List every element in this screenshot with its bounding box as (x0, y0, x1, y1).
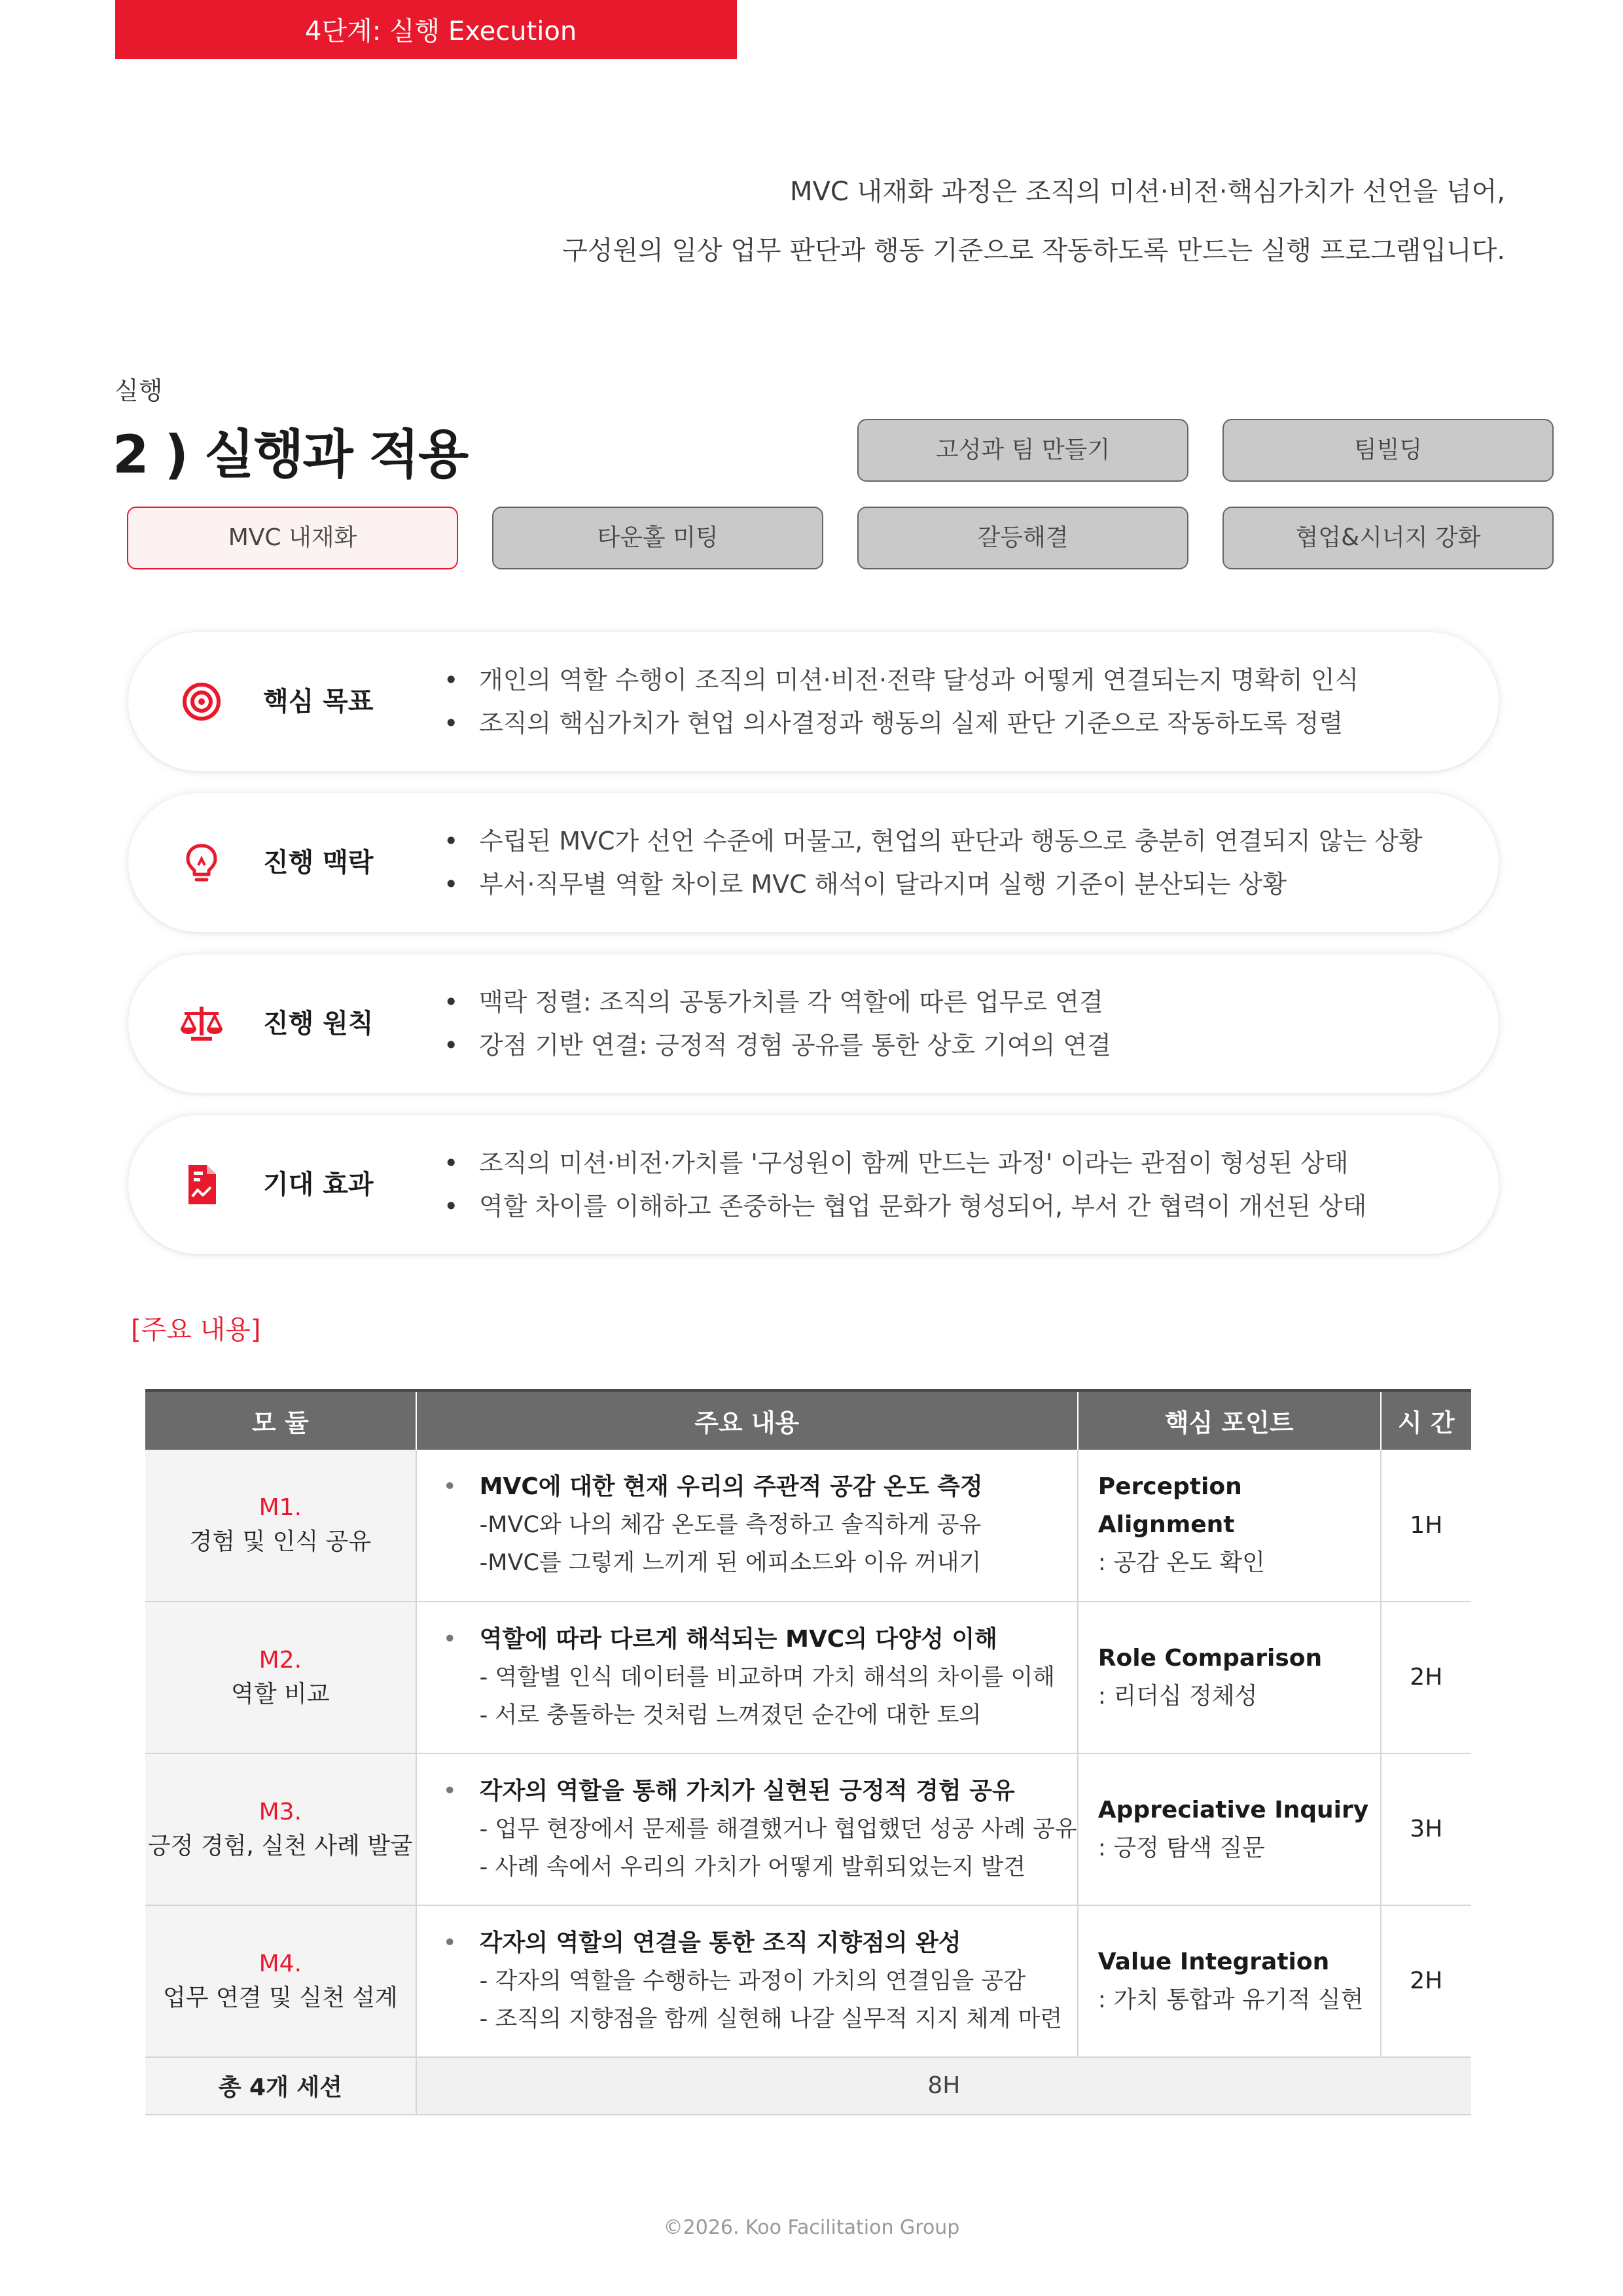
card-expected-effects (128, 1115, 1499, 1254)
key-point-desc: : 긍정 탐색 질문 (1097, 1834, 1265, 1861)
total-sessions-label: 총 4개 세션 (145, 2057, 416, 2115)
intro-line: MVC 내재화 과정은 조직의 미션·비전·핵심가치가 선언을 넘어, (790, 177, 1505, 207)
column-header: 주요 내용 (416, 1391, 1078, 1450)
stage-tab: 4단계: 실행 Execution (115, 0, 737, 59)
module-name: 역할 비교 (231, 1680, 330, 1708)
module-name: 경험 및 인식 공유 (189, 1528, 372, 1555)
card-label: 핵심 목표 (263, 687, 374, 717)
content-cell (416, 1905, 1078, 2057)
document-chart-icon (178, 1161, 225, 1208)
content-detail: -MVC와 나의 체감 온도를 측정하고 솔직하게 공유 (479, 1512, 982, 1538)
program-button-collaboration-synergy[interactable]: 협업&시너지 강화 (1222, 507, 1554, 569)
column-header: 시 간 (1381, 1391, 1471, 1450)
section-kicker: 실행 (115, 376, 163, 405)
card-label: 진행 맥락 (263, 848, 374, 878)
program-button-mvc-internalization[interactable]: MVC 내재화 (127, 507, 458, 569)
card-principles (128, 954, 1499, 1093)
module-name: 긍정 경험, 실천 사례 발굴 (147, 1832, 413, 1859)
key-point-title: Value Integration (1097, 1948, 1330, 1975)
content-detail: - 조직의 지향점을 함께 실현해 나갈 실무적 지지 체계 마련 (479, 2005, 1063, 2032)
module-cell (145, 1905, 416, 2057)
content-detail: - 사례 속에서 우리의 가치가 어떻게 발휘되었는지 발견 (479, 1854, 1026, 1880)
modules-table (145, 1389, 1471, 2115)
content-heading: • 각자의 역할의 연결을 통한 조직 지향점의 완성 (443, 1924, 1077, 1962)
card-label: 기대 효과 (263, 1170, 374, 1200)
program-button-high-performance-team[interactable]: 고성과 팀 만들기 (857, 419, 1188, 482)
content-cell (416, 1753, 1078, 1905)
list-item: • 개인의 역할 수행이 조직의 미션·비전·전략 달성과 어떻게 연결되는지 명확히 인식 (444, 658, 1359, 702)
key-point-title: Perception Alignment (1097, 1473, 1242, 1538)
module-name: 업무 연결 및 실천 설계 (162, 1984, 398, 2011)
list-item: • 조직의 미션·비전·가치를 '구성원이 함께 만드는 과정' 이라는 관점이 형성된 상태 (444, 1141, 1366, 1185)
table-header-row (145, 1391, 1471, 1450)
content-detail: - 각자의 역할을 수행하는 과정이 가치의 연결임을 공감 (479, 1967, 1026, 1994)
card-bullets (444, 819, 1423, 906)
lightbulb-icon (178, 839, 225, 886)
table-row (145, 1753, 1471, 1905)
module-code: M3. (259, 1798, 302, 1825)
module-cell (145, 1450, 416, 1602)
content-detail: -MVC를 그렇게 느끼게 된 에피소드와 이유 꺼내기 (479, 1550, 982, 1576)
module-code: M1. (259, 1494, 302, 1521)
content-cell (416, 1450, 1078, 1602)
content-heading: • MVC에 대한 현재 우리의 주관적 공감 온도 측정 (443, 1468, 1077, 1506)
time-cell: 2H (1381, 1905, 1471, 2057)
card-core-goal (128, 632, 1499, 771)
balance-scale-icon (178, 1000, 225, 1047)
table-row (145, 1905, 1471, 2057)
time-cell: 1H (1381, 1450, 1471, 1602)
card-bullets (444, 1141, 1366, 1228)
target-icon (178, 678, 225, 725)
footer-copyright: ©2026. Koo Facilitation Group (663, 2216, 960, 2239)
module-cell (145, 1753, 416, 1905)
card-bullets (444, 980, 1111, 1067)
column-header: 핵심 포인트 (1078, 1391, 1381, 1450)
card-context (128, 793, 1499, 932)
column-header: 모 듈 (145, 1391, 416, 1450)
key-point-title: Role Comparison (1097, 1644, 1323, 1672)
intro-text (562, 162, 1505, 280)
card-label: 진행 원칙 (263, 1009, 374, 1039)
total-time-value: 8H (416, 2057, 1471, 2115)
content-heading: • 역할에 따라 다르게 해석되는 MVC의 다양성 이해 (443, 1621, 1077, 1659)
section-title: 2 ) 실행과 적용 (113, 424, 468, 485)
key-point-cell (1078, 1602, 1381, 1753)
content-heading: • 각자의 역할을 통해 가치가 실현된 긍정적 경험 공유 (443, 1772, 1077, 1810)
list-item: • 수립된 MVC가 선언 수준에 머물고, 현업의 판단과 행동으로 충분히 연결되지 않는 상황 (444, 819, 1423, 863)
list-item: • 역할 차이를 이해하고 존중하는 협업 문화가 형성되어, 부서 간 협력이 개선된 상태 (444, 1185, 1366, 1228)
key-point-desc: : 가치 통합과 유기적 실현 (1097, 1986, 1364, 2013)
key-point-cell (1078, 1905, 1381, 2057)
key-point-desc: : 공감 온도 확인 (1097, 1549, 1265, 1576)
table-row (145, 1602, 1471, 1753)
list-item: • 강점 기반 연결: 긍정적 경험 공유를 통한 상호 기여의 연결 (444, 1024, 1111, 1067)
content-detail: - 역할별 인식 데이터를 비교하며 가치 해석의 차이를 이해 (479, 1664, 1055, 1691)
list-item: • 맥락 정렬: 조직의 공통가치를 각 역할에 따른 업무로 연결 (444, 980, 1111, 1024)
time-cell: 3H (1381, 1753, 1471, 1905)
intro-line: 구성원의 일상 업무 판단과 행동 기준으로 작동하도록 만드는 실행 프로그램입니다. (562, 236, 1505, 266)
content-cell (416, 1602, 1078, 1753)
time-cell: 2H (1381, 1602, 1471, 1753)
card-bullets (444, 658, 1359, 745)
program-button-townhall-meeting[interactable]: 타운홀 미팅 (492, 507, 823, 569)
content-detail: - 서로 충돌하는 것처럼 느껴졌던 순간에 대한 토의 (479, 1702, 982, 1729)
key-point-cell (1078, 1450, 1381, 1602)
program-button-team-building[interactable]: 팀빌딩 (1222, 419, 1554, 482)
table-total-row (145, 2057, 1471, 2115)
content-detail: - 업무 현장에서 문제를 해결했거나 협업했던 성공 사례 공유 (479, 1816, 1077, 1842)
module-code: M2. (259, 1646, 302, 1674)
key-point-cell (1078, 1753, 1381, 1905)
list-item: • 조직의 핵심가치가 현업 의사결정과 행동의 실제 판단 기준으로 작동하도록 정렬 (444, 702, 1359, 745)
main-content-label: [주요 내용] (131, 1315, 261, 1345)
module-cell (145, 1602, 416, 1753)
module-code: M4. (259, 1950, 302, 1977)
table-row (145, 1450, 1471, 1602)
list-item: • 부서·직무별 역할 차이로 MVC 해석이 달라지며 실행 기준이 분산되는 상황 (444, 863, 1423, 906)
program-button-conflict-resolution[interactable]: 갈등해결 (857, 507, 1188, 569)
key-point-desc: : 리더십 정체성 (1097, 1682, 1258, 1710)
key-point-title: Appreciative Inquiry (1097, 1796, 1369, 1823)
